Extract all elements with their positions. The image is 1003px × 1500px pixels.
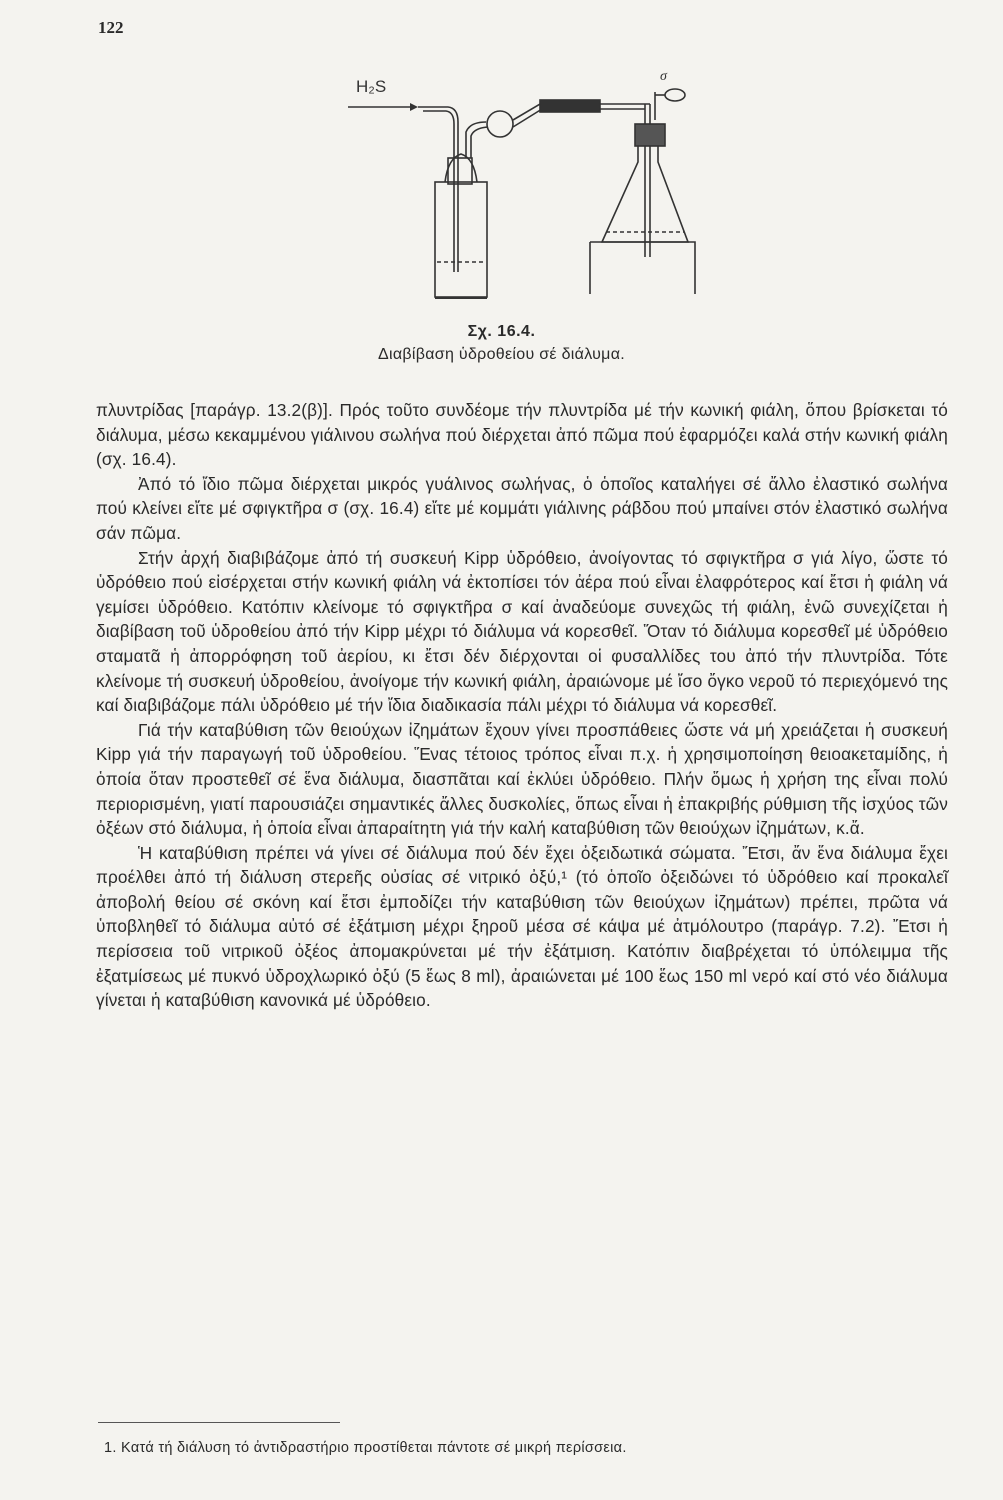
apparatus-diagram bbox=[300, 62, 720, 332]
paragraph: Στήν ἀρχή διαβιβάζομε ἀπό τή συσκευή Kipp ὑδρόθειο, ἀνοίγοντας τό σφιγκτῆρα σ γιά λίγο, ὥστε τό ὑδρόθειο πού εἰσέρχεται στήν κωνική φιάλη νά ἐκτοπίσει τόν ἀέρα πού εἶναι ἐλαφρότερος καί ἔτσι ἡ φιάλη νά γεμίσει ὑδρόθειο. Κατόπιν κλείνομε τό σφιγκτῆρα σ καί ἀναδεύομε συνεχῶς τή φιάλη, ἐνῶ συνεχίζεται ἡ διαβίβαση τοῦ ὑδροθείου ἀπό τήν Kipp μέχρι τό διάλυμα νά κορεσθεῖ. Ὅταν τό διάλυμα κορεσθεῖ μέ ὑδρόθειο σταματᾶ ἡ ἀπορρόφηση τοῦ ἀερίου, κι ἔτσι δέν διέρχονται οἱ φυσαλλίδες του ἀπό τήν πλυντρίδα. Τότε κλείνομε τή συσκευή ὑδροθείου, ἀνοίγομε τήν κωνική φιάλη, ἀραιώνομε μέ ἴσο ὄγκο νεροῦ τό περιεχόμενό της καί διαβιβάζομε πάλι ὑδρόθειο μέ τήν ἴδια διαδικασία πάλι μέχρι τό διάλυμα νά κορεσθεῖ. bbox=[96, 547, 948, 716]
gas-label: H₂S bbox=[356, 77, 387, 96]
paragraph: πλυντρίδας [παράγρ. 13.2(β)]. Πρός τοῦτο συνδέομε τήν πλυντρίδα μέ τήν κωνική φιάλη, ὅπου βρίσκεται τό διάλυμα, μέσω κεκαμμένου γιάλινου σωλήνα πού διέρχεται ἀπό πῶμα πού ἐφαρμόζει καλά στήν κωνική φιάλη (σχ. 16.4). bbox=[96, 400, 948, 470]
wash-bottle bbox=[435, 182, 487, 297]
inlet-tube bbox=[418, 107, 458, 272]
safety-bulb bbox=[487, 111, 513, 137]
rubber-connector bbox=[540, 100, 600, 112]
stopper bbox=[635, 124, 665, 146]
paragraph: Γιά τήν καταβύθιση τῶν θειούχων ἰζημάτων ἔχουν γίνει προσπάθειες ὥστε νά μή χρειάζεται ἡ συσκευή Kipp γιά τήν παραγωγή τοῦ ὑδροθείου. Ἕνας τέτοιος τρόπος εἶναι π.χ. ἡ χρησιμοποίηση θειοακεταμίδης, ἡ ὁποία ὅταν προστεθεῖ σέ ἕνα διάλυμα, διασπᾶται καί ἐκλύει ὑδρόθειο. Πλήν ὅμως ἡ χρήση της εἶναι πολύ περιορισμένη, γιατί παρουσιάζει σημαντικές ἄλλες δυσκολίες, ὅπως εἶναι ἡ ἐπακριβής ρύθμιση τῆς ἰσχύος τῶν ὀξέων στό διάλυμα, ἡ ὁποία εἶναι ἀπαραίτητη γιά τήν καλή καταβύθιση τῶν θειούχων ἰζημάτων, κ.ἄ. bbox=[96, 719, 948, 839]
figure-caption: Διαβίβαση ὑδροθείου σέ διάλυμα. bbox=[377, 346, 625, 363]
page-number: 122 bbox=[98, 18, 124, 37]
clamp-sigma bbox=[665, 89, 685, 101]
paragraph: Ἡ καταβύθιση πρέπει νά γίνει σέ διάλυμα πού δέν ἔχει ὀξειδωτικά σώματα. Ἔτσι, ἄν ἕνα διάλυμα ἔχει προέλθει ἀπό τή διάλυση στερεῆς οὐσίας σέ νιτρικό ὀξύ,¹ (τό ὁποῖο ὀξειδώνει τό ὑδρόθειο καί προκαλεῖ ἀποβολή θείου σέ σκόνη καί ἔτσι ἐμποδίζει τήν καταβύθιση τῶν θειούχων ἰζημάτων) πρέπει, πρῶτα νά ὑποβληθεῖ τό διάλυμα αὐτό σέ ἐξάτμιση μέχρι ξηροῦ μέσα σέ κάψα μέ ἀτμόλουτρο (παράγρ. 7.2). Ἔτσι ἡ περίσσεια τοῦ νιτρικοῦ ὀξέος ἀπομακρύνεται μέ τήν ἐξάτμιση. Κατόπιν διαβρέχεται τό ὑπόλειμμα τῆς ἐξατμίσεως μέ πυκνό ὑδροχλωρικό ὀξύ (5 ἕως 8 ml), ἀραιώνεται μέ 100 ἕως 150 ml νερό καί στό νέο διάλυμα γίνεται ἡ καταβύθιση κανονικά μέ ὑδρόθειο. bbox=[96, 842, 948, 1011]
figure-number: Σχ. 16.4. bbox=[467, 323, 536, 340]
clamp-label: σ bbox=[660, 69, 667, 84]
body-text bbox=[96, 398, 948, 1013]
footnote-rule bbox=[98, 1422, 340, 1423]
arrow-head bbox=[410, 103, 418, 111]
footnote: 1. Κατά τή διάλυση τό ἀντιδραστήριο προστίθεται πάντοτε σέ μικρή περίσσεια. bbox=[104, 1440, 627, 1456]
flask-stand bbox=[590, 242, 695, 294]
paragraph: Ἀπό τό ἴδιο πῶμα διέρχεται μικρός γυάλινος σωλήνας, ὁ ὁποῖος καταλήγει σέ ἄλλο ἐλαστικό σωλήνα πού κλείνει εἴτε μέ σφιγκτῆρα σ (σχ. 16.4) εἴτε μέ κομμάτι γιάλινης ράβδου πού μπαίνει στόν ἐλαστικό σωλήνα σάν πῶμα. bbox=[96, 473, 948, 543]
